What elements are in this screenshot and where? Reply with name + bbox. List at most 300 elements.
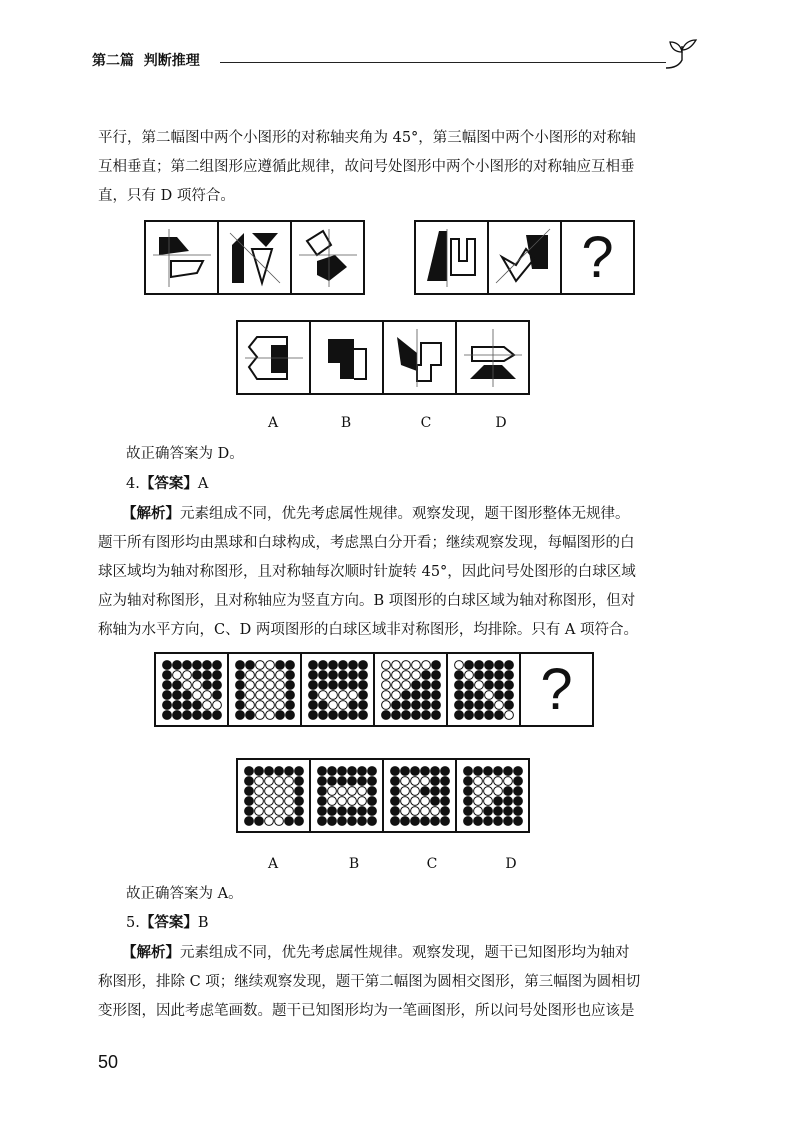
black-ball bbox=[317, 766, 326, 775]
black-ball bbox=[212, 710, 221, 719]
black-ball bbox=[348, 670, 357, 679]
black-ball bbox=[357, 776, 366, 785]
black-ball bbox=[504, 700, 513, 709]
white-ball bbox=[265, 700, 274, 709]
white-ball bbox=[327, 796, 336, 805]
black-ball bbox=[235, 680, 244, 689]
white-ball bbox=[357, 786, 366, 795]
white-ball bbox=[192, 680, 201, 689]
black-ball bbox=[337, 766, 346, 775]
black-ball bbox=[182, 700, 191, 709]
white-ball bbox=[493, 786, 502, 795]
answer-value: B bbox=[197, 915, 209, 931]
black-ball bbox=[440, 806, 449, 815]
black-ball bbox=[358, 660, 367, 669]
black-ball bbox=[162, 710, 171, 719]
white-ball bbox=[474, 680, 483, 689]
running-header bbox=[92, 44, 702, 74]
white-ball bbox=[255, 680, 264, 689]
white-ball bbox=[391, 660, 400, 669]
white-ball bbox=[254, 806, 263, 815]
black-ball bbox=[357, 806, 366, 815]
q4-figure-2 bbox=[227, 652, 302, 727]
black-ball bbox=[513, 816, 522, 825]
black-ball bbox=[494, 680, 503, 689]
black-ball bbox=[504, 690, 513, 699]
black-ball bbox=[254, 816, 263, 825]
black-ball bbox=[390, 816, 399, 825]
black-ball bbox=[367, 816, 376, 825]
white-ball bbox=[202, 700, 211, 709]
black-ball bbox=[474, 710, 483, 719]
black-ball bbox=[473, 816, 482, 825]
white-ball bbox=[400, 796, 409, 805]
black-ball bbox=[162, 660, 171, 669]
black-ball bbox=[440, 796, 449, 805]
black-ball bbox=[410, 816, 419, 825]
white-ball bbox=[192, 690, 201, 699]
white-ball bbox=[265, 710, 274, 719]
white-ball bbox=[430, 806, 439, 815]
white-ball bbox=[357, 796, 366, 805]
q5-analysis: 【解析】元素组成不同，优先考虑属性规律。观察发现，题干已知图形均为轴对 称图形，排除 C 项；继续观察发现，题干第二幅图为圆相交图形，第三幅图为圆相切 变形图，因此考虑笔画数。题干已知图形均为一笔画图形，所以问号处图形也应该是 bbox=[98, 939, 698, 1026]
white-ball bbox=[337, 786, 346, 795]
white-ball bbox=[284, 796, 293, 805]
black-ball bbox=[474, 660, 483, 669]
black-ball bbox=[493, 816, 502, 825]
black-ball bbox=[463, 776, 472, 785]
black-ball bbox=[503, 786, 512, 795]
q3-figure-1 bbox=[144, 220, 219, 295]
black-ball bbox=[244, 766, 253, 775]
text-line: 称轴为水平方向，C、D 两项图形的白球区域非对称图形，均排除。只有 A 项符合。 bbox=[98, 622, 639, 638]
black-ball bbox=[308, 660, 317, 669]
black-ball bbox=[337, 806, 346, 815]
black-ball bbox=[328, 670, 337, 679]
white-ball bbox=[484, 690, 493, 699]
black-ball bbox=[483, 816, 492, 825]
white-ball bbox=[473, 786, 482, 795]
black-ball bbox=[463, 786, 472, 795]
q3-figure-5 bbox=[487, 220, 562, 295]
black-ball bbox=[494, 710, 503, 719]
black-ball bbox=[390, 766, 399, 775]
black-ball bbox=[172, 690, 181, 699]
white-ball bbox=[411, 660, 420, 669]
black-ball bbox=[294, 776, 303, 785]
black-ball bbox=[421, 680, 430, 689]
white-ball bbox=[274, 776, 283, 785]
black-ball bbox=[390, 796, 399, 805]
black-ball bbox=[493, 796, 502, 805]
black-ball bbox=[484, 670, 493, 679]
q4-answer: 4.【答案】A bbox=[126, 476, 209, 492]
black-ball bbox=[337, 776, 346, 785]
white-ball bbox=[245, 670, 254, 679]
black-ball bbox=[235, 700, 244, 709]
question-mark: ? bbox=[581, 224, 614, 290]
black-ball bbox=[284, 816, 293, 825]
black-ball bbox=[182, 690, 191, 699]
q3-options bbox=[236, 320, 530, 395]
black-ball bbox=[421, 700, 430, 709]
question-mark: ? bbox=[540, 656, 573, 722]
white-ball bbox=[265, 660, 274, 669]
q3-stem-group1 bbox=[144, 220, 365, 295]
black-ball bbox=[318, 680, 327, 689]
black-ball bbox=[367, 766, 376, 775]
q3-conclusion: 故正确答案为 D。 bbox=[126, 446, 244, 462]
white-ball bbox=[494, 700, 503, 709]
q4-analysis: 【解析】元素组成不同，优先考虑属性规律。观察发现，题干图形整体无规律。 题干所有图形均由黑球和白球构成，考虑黑白分开看；继续观察发现，每幅图形的白 球区域均为轴对称图形，且对称轴每次顺时针旋转 45°，因此问号处图形的白球区域 应为轴对称图形，且对称轴应为竖直方向。B 项图形的白球区域为轴对称图形，但对 称轴为水平方向，C、D 两项图形的白球区域非对称图形，均排除。只有 A 项符合。 bbox=[98, 500, 698, 645]
white-ball bbox=[264, 806, 273, 815]
white-ball bbox=[381, 670, 390, 679]
option-label-c: C bbox=[426, 856, 438, 872]
black-ball bbox=[294, 816, 303, 825]
option-label-a: A bbox=[267, 856, 279, 872]
white-ball bbox=[255, 690, 264, 699]
black-ball bbox=[285, 680, 294, 689]
white-ball bbox=[328, 700, 337, 709]
black-ball bbox=[431, 690, 440, 699]
black-ball bbox=[493, 806, 502, 815]
white-ball bbox=[274, 786, 283, 795]
white-ball bbox=[338, 700, 347, 709]
black-ball bbox=[294, 766, 303, 775]
white-ball bbox=[421, 660, 430, 669]
white-ball bbox=[255, 670, 264, 679]
black-ball bbox=[454, 690, 463, 699]
black-ball bbox=[494, 690, 503, 699]
black-ball bbox=[245, 710, 254, 719]
black-ball bbox=[504, 670, 513, 679]
black-ball bbox=[474, 690, 483, 699]
black-ball bbox=[328, 680, 337, 689]
black-ball bbox=[494, 670, 503, 679]
black-ball bbox=[212, 670, 221, 679]
black-ball bbox=[430, 786, 439, 795]
black-ball bbox=[285, 700, 294, 709]
q3-option-a bbox=[236, 320, 311, 395]
black-ball bbox=[162, 670, 171, 679]
white-ball bbox=[381, 690, 390, 699]
text-line: 直，只有 D 项符合。 bbox=[98, 188, 235, 204]
black-ball bbox=[401, 710, 410, 719]
black-ball bbox=[430, 766, 439, 775]
text-line: 互相垂直；第二组图形应遵循此规律，故问号处图形中两个小图形的对称轴应互相垂 bbox=[98, 159, 635, 175]
white-ball bbox=[347, 796, 356, 805]
black-ball bbox=[285, 660, 294, 669]
black-ball bbox=[513, 776, 522, 785]
black-ball bbox=[235, 660, 244, 669]
black-ball bbox=[503, 806, 512, 815]
white-ball bbox=[327, 786, 336, 795]
q5-answer: 5.【答案】B bbox=[126, 915, 209, 931]
q4-figure-3 bbox=[300, 652, 375, 727]
black-ball bbox=[391, 700, 400, 709]
black-ball bbox=[192, 670, 201, 679]
black-ball bbox=[172, 680, 181, 689]
white-ball bbox=[391, 690, 400, 699]
black-ball bbox=[513, 806, 522, 815]
header-rule bbox=[220, 62, 666, 63]
black-ball bbox=[347, 766, 356, 775]
q4-option-a bbox=[236, 758, 311, 833]
black-ball bbox=[285, 670, 294, 679]
black-ball bbox=[390, 786, 399, 795]
black-ball bbox=[430, 816, 439, 825]
black-ball bbox=[244, 786, 253, 795]
black-ball bbox=[503, 816, 512, 825]
black-ball bbox=[318, 700, 327, 709]
black-ball bbox=[254, 766, 263, 775]
white-ball bbox=[381, 660, 390, 669]
white-ball bbox=[265, 670, 274, 679]
white-ball bbox=[245, 690, 254, 699]
white-ball bbox=[410, 786, 419, 795]
text-line: 变形图，因此考虑笔画数。题干已知图形均为一笔画图形，所以问号处图形也应该是 bbox=[98, 1003, 635, 1019]
black-ball bbox=[318, 670, 327, 679]
black-ball bbox=[513, 786, 522, 795]
white-ball bbox=[391, 670, 400, 679]
black-ball bbox=[308, 670, 317, 679]
white-ball bbox=[182, 670, 191, 679]
black-ball bbox=[274, 766, 283, 775]
black-ball bbox=[172, 660, 181, 669]
white-ball bbox=[410, 776, 419, 785]
white-ball bbox=[275, 670, 284, 679]
q3-option-b bbox=[309, 320, 384, 395]
white-ball bbox=[391, 680, 400, 689]
black-ball bbox=[235, 710, 244, 719]
black-ball bbox=[327, 776, 336, 785]
black-ball bbox=[391, 710, 400, 719]
white-ball bbox=[274, 796, 283, 805]
white-ball bbox=[254, 786, 263, 795]
white-ball bbox=[318, 690, 327, 699]
black-ball bbox=[284, 766, 293, 775]
white-ball bbox=[411, 670, 420, 679]
black-ball bbox=[202, 670, 211, 679]
black-ball bbox=[338, 680, 347, 689]
option-label-d: D bbox=[505, 856, 517, 872]
black-ball bbox=[454, 700, 463, 709]
text-line: 球区域均为轴对称图形，且对称轴每次顺时针旋转 45°，因此问号处图形的白球区域 bbox=[98, 564, 636, 580]
black-ball bbox=[172, 710, 181, 719]
black-ball bbox=[235, 670, 244, 679]
black-ball bbox=[347, 806, 356, 815]
black-ball bbox=[192, 660, 201, 669]
q3-figure-3 bbox=[290, 220, 365, 295]
black-ball bbox=[367, 776, 376, 785]
black-ball bbox=[400, 766, 409, 775]
black-ball bbox=[440, 816, 449, 825]
black-ball bbox=[484, 710, 493, 719]
black-ball bbox=[212, 660, 221, 669]
white-ball bbox=[381, 700, 390, 709]
black-ball bbox=[431, 670, 440, 679]
black-ball bbox=[317, 776, 326, 785]
black-ball bbox=[294, 786, 303, 795]
black-ball bbox=[464, 660, 473, 669]
black-ball bbox=[464, 690, 473, 699]
white-ball bbox=[202, 690, 211, 699]
white-ball bbox=[347, 786, 356, 795]
black-ball bbox=[338, 710, 347, 719]
black-ball bbox=[411, 700, 420, 709]
black-ball bbox=[400, 816, 409, 825]
white-ball bbox=[182, 680, 191, 689]
black-ball bbox=[348, 680, 357, 689]
black-ball bbox=[411, 680, 420, 689]
q4-option-b bbox=[309, 758, 384, 833]
black-ball bbox=[381, 710, 390, 719]
black-ball bbox=[463, 816, 472, 825]
black-ball bbox=[411, 710, 420, 719]
white-ball bbox=[401, 680, 410, 689]
black-ball bbox=[192, 700, 201, 709]
black-ball bbox=[484, 680, 493, 689]
white-ball bbox=[264, 816, 273, 825]
black-ball bbox=[162, 700, 171, 709]
white-ball bbox=[400, 776, 409, 785]
black-ball bbox=[202, 660, 211, 669]
analysis-tag: 【解析】 bbox=[122, 945, 180, 961]
q3-option-c bbox=[382, 320, 457, 395]
white-ball bbox=[265, 680, 274, 689]
white-ball bbox=[493, 776, 502, 785]
black-ball bbox=[463, 796, 472, 805]
black-ball bbox=[431, 660, 440, 669]
q4-question-box bbox=[519, 652, 594, 727]
black-ball bbox=[212, 680, 221, 689]
black-ball bbox=[348, 710, 357, 719]
white-ball bbox=[400, 786, 409, 795]
black-ball bbox=[182, 710, 191, 719]
black-ball bbox=[493, 766, 502, 775]
black-ball bbox=[421, 670, 430, 679]
white-ball bbox=[400, 806, 409, 815]
black-ball bbox=[464, 700, 473, 709]
option-label-b: B bbox=[340, 415, 352, 431]
black-ball bbox=[430, 776, 439, 785]
q4-figure-4 bbox=[373, 652, 448, 727]
black-ball bbox=[308, 690, 317, 699]
black-ball bbox=[494, 660, 503, 669]
black-ball bbox=[420, 786, 429, 795]
q3-figure-4 bbox=[414, 220, 489, 295]
analysis-tag: 【解析】 bbox=[122, 506, 180, 522]
black-ball bbox=[202, 710, 211, 719]
black-ball bbox=[401, 700, 410, 709]
black-ball bbox=[162, 690, 171, 699]
q4-options bbox=[236, 758, 530, 833]
prev-explanation bbox=[98, 124, 698, 211]
black-ball bbox=[464, 710, 473, 719]
black-ball bbox=[317, 796, 326, 805]
black-ball bbox=[367, 786, 376, 795]
black-ball bbox=[390, 776, 399, 785]
white-ball bbox=[401, 670, 410, 679]
white-ball bbox=[483, 796, 492, 805]
black-ball bbox=[357, 766, 366, 775]
black-ball bbox=[358, 670, 367, 679]
black-ball bbox=[348, 660, 357, 669]
white-ball bbox=[284, 806, 293, 815]
sprout-icon bbox=[664, 38, 700, 72]
white-ball bbox=[264, 796, 273, 805]
white-ball bbox=[420, 806, 429, 815]
black-ball bbox=[244, 796, 253, 805]
white-ball bbox=[254, 776, 263, 785]
black-ball bbox=[358, 690, 367, 699]
black-ball bbox=[431, 700, 440, 709]
black-ball bbox=[308, 700, 317, 709]
black-ball bbox=[358, 710, 367, 719]
white-ball bbox=[255, 700, 264, 709]
black-ball bbox=[410, 766, 419, 775]
black-ball bbox=[275, 660, 284, 669]
black-ball bbox=[483, 766, 492, 775]
black-ball bbox=[317, 816, 326, 825]
black-ball bbox=[285, 710, 294, 719]
white-ball bbox=[473, 796, 482, 805]
black-ball bbox=[513, 766, 522, 775]
black-ball bbox=[504, 680, 513, 689]
black-ball bbox=[338, 670, 347, 679]
white-ball bbox=[483, 786, 492, 795]
white-ball bbox=[275, 700, 284, 709]
black-ball bbox=[294, 796, 303, 805]
black-ball bbox=[328, 660, 337, 669]
black-ball bbox=[454, 670, 463, 679]
q4-figure-1 bbox=[154, 652, 229, 727]
white-ball bbox=[348, 690, 357, 699]
white-ball bbox=[410, 796, 419, 805]
white-ball bbox=[245, 680, 254, 689]
black-ball bbox=[503, 796, 512, 805]
black-ball bbox=[367, 806, 376, 815]
black-ball bbox=[464, 680, 473, 689]
black-ball bbox=[421, 690, 430, 699]
q4-figure-5 bbox=[446, 652, 521, 727]
white-ball bbox=[420, 776, 429, 785]
answer-value: A bbox=[197, 476, 209, 492]
q3-figure-2 bbox=[217, 220, 292, 295]
black-ball bbox=[358, 700, 367, 709]
black-ball bbox=[503, 766, 512, 775]
white-ball bbox=[464, 670, 473, 679]
black-ball bbox=[463, 806, 472, 815]
white-ball bbox=[410, 806, 419, 815]
black-ball bbox=[245, 660, 254, 669]
white-ball bbox=[212, 700, 221, 709]
header-title: 第二篇 判断推理 bbox=[92, 53, 200, 69]
white-ball bbox=[454, 660, 463, 669]
black-ball bbox=[473, 766, 482, 775]
black-ball bbox=[337, 816, 346, 825]
black-ball bbox=[235, 690, 244, 699]
white-ball bbox=[381, 680, 390, 689]
black-ball bbox=[484, 700, 493, 709]
option-label-b: B bbox=[348, 856, 360, 872]
black-ball bbox=[421, 710, 430, 719]
black-ball bbox=[454, 710, 463, 719]
black-ball bbox=[202, 680, 211, 689]
black-ball bbox=[172, 700, 181, 709]
black-ball bbox=[390, 806, 399, 815]
black-ball bbox=[513, 796, 522, 805]
